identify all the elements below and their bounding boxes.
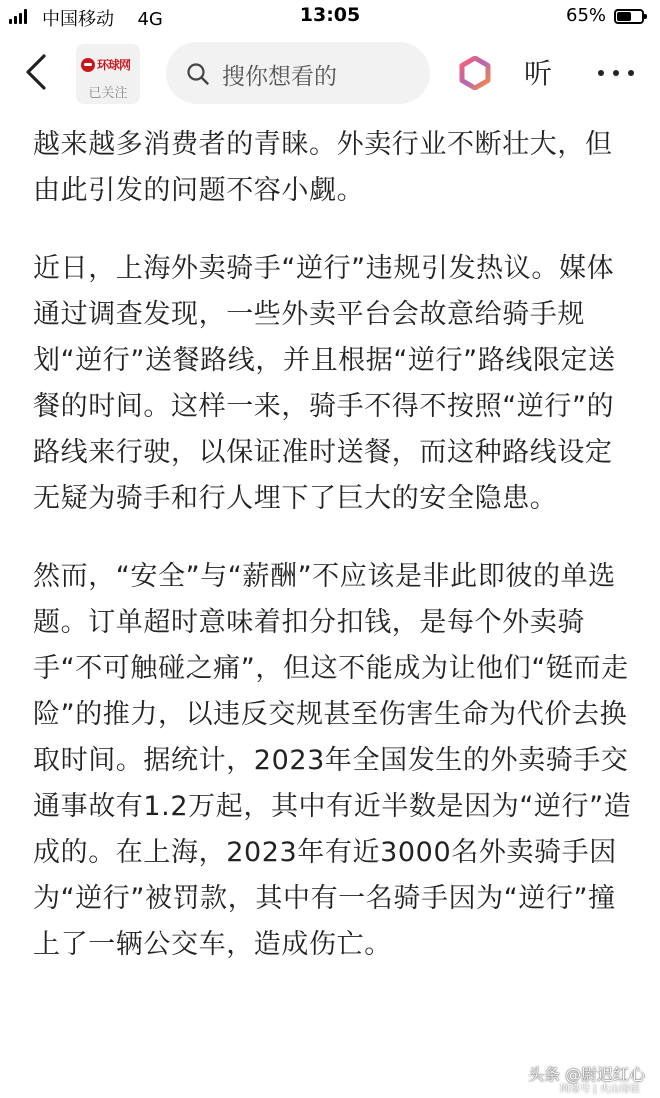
chevron-left-icon: [18, 52, 58, 92]
watermark-sub: 网易号 | 火山诗话: [560, 1084, 640, 1095]
source-avatar[interactable]: [76, 44, 140, 104]
more-button[interactable]: [594, 50, 638, 94]
status-time: 13:05: [299, 4, 361, 26]
hexagon-logo-icon: [458, 56, 492, 90]
globe-logo-icon: [81, 58, 95, 72]
brand-button[interactable]: [458, 56, 492, 90]
follow-status: 已关注: [88, 86, 128, 101]
back-button[interactable]: [18, 52, 58, 92]
source-name: 环球网: [97, 58, 131, 72]
battery-percent: 65%: [566, 5, 607, 26]
carrier-name: 中国移动: [42, 9, 114, 30]
article-paragraph: 近日，上海外卖骑手“逆行”违规引发热议。媒体通过调查发现，一些外卖平台会故意给骑手规划“逆行”送餐路线，并且根据“逆行”路线限定送餐的时间。这样一来，骑手不得不按照“逆行”的路线来行驶，以保证准时送餐，而这种路线设定无疑为骑手和行人埋下了巨大的安全隐患。: [33, 253, 616, 514]
app-header: [0, 34, 660, 116]
search-input[interactable]: [166, 42, 430, 104]
watermark: 头条 @尉迟红心: [528, 1065, 646, 1084]
status-bar: [0, 0, 660, 34]
article-paragraph: 然而，“安全”与“薪酬”不应该是非此即彼的单选题。订单超时意味着扣分扣钱，是每个外卖骑手“不可触碰之痛”，但这不能成为让他们“铤而走险”的推力，以违反交规甚至伤害生命为代价去换取时间。据统计，2023年全国发生的外卖骑手交通事故有1.2万起，其中有近半数是因为“逆行”造成的。在上海，2023年有近3000名外卖骑手因为“逆行”被罚款，其中有一名骑手因为“逆行”撞上了一辆公交车，造成伤亡。: [33, 561, 632, 960]
listen-button[interactable]: 听: [524, 57, 553, 90]
battery-icon: [614, 9, 644, 24]
search-placeholder: 搜你想看的: [222, 64, 337, 90]
search-icon: [186, 62, 210, 86]
article-body: [33, 122, 633, 968]
battery-fill: [617, 12, 631, 21]
source-logo: [81, 56, 130, 73]
battery-nub: [644, 14, 647, 19]
article-paragraph: 越来越多消费者的青睐。外卖行业不断壮大，但由此引发的问题不容小觑。: [33, 129, 613, 206]
network-type: 4G: [137, 9, 163, 30]
